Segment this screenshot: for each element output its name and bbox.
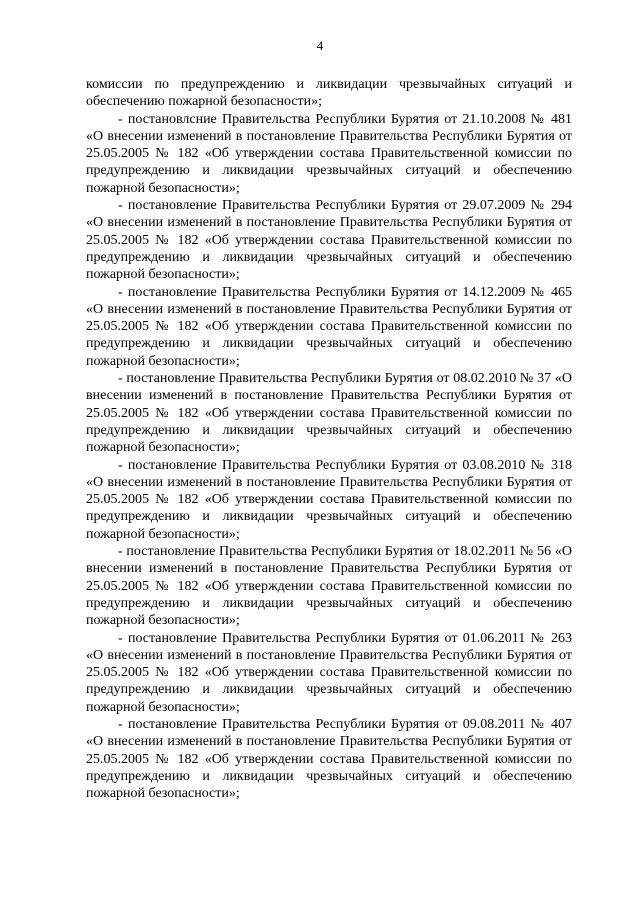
document-body	[86, 76, 572, 802]
list-item: - постановление Правительства Республики Бурятия от 18.02.2011 № 56 «О внесении изменений в постановление Правительства Республики Бурятия от 25.05.2005 № 182 «Об утверждении состава Правительственной комиссии по предупреждению и ликвидации чрезвычайных ситуаций и обеспечению пожарной безопасности»;	[86, 544, 572, 629]
list-item: - постановление Правительства Республики Бурятия от 09.08.2011 № 407 «О внесении изменений в постановление Правительства Республики Бурятия от 25.05.2005 № 182 «Об утверждении состава Правительственной комиссии по предупреждению и ликвидации чрезвычайных ситуаций и обеспечению пожарной безопасности»;	[86, 716, 572, 802]
list-item: - постановление Правительства Республики Бурятия от 29.07.2009 № 294 «О внесении изменений в постановление Правительства Республики Бурятия от 25.05.2005 № 182 «Об утверждении состава Правительственной комиссии по предупреждению и ликвидации чрезвычайных ситуаций и обеспечению пожарной безопасности»;	[86, 198, 572, 283]
list-item: - постановление Правительства Республики Бурятия от 08.02.2010 № 37 «О внесении изменений в постановление Правительства Республики Бурятия от 25.05.2005 № 182 «Об утверждении состава Правительственной комиссии по предупреждению и ликвидации чрезвычайных ситуаций и обеспечению пожарной безопасности»;	[86, 371, 572, 456]
list-item: - постановлсние Правительства Республики Бурятия от 21.10.2008 № 481 «О внесении изменений в постановление Правительства Республики Бурятия от 25.05.2005 № 182 «Об утверждении состава Правительственной комиссии по предупреждению и ликвидации чрезвычайных ситуаций и обеспечению пожарной безопасности»;	[86, 111, 572, 196]
list-item: - постановление Правительства Республики Бурятия от 03.08.2010 № 318 «О внесении изменений в постановление Правительства Республики Бурятия от 25.05.2005 № 182 «Об утверждении состава Правительственной комиссии по предупреждению и ликвидации чрезвычайных ситуаций и обеспечению пожарной безопасности»;	[86, 457, 572, 542]
paragraph-continuation: комиссии по предупреждению и ликвидации чрезвычайных ситуаций и обеспечению пожарной безопасности»;	[86, 77, 572, 110]
list-item: - постановление Правительства Республики Бурятия от 01.06.2011 № 263 «О внесении изменений в постановление Правительства Республики Бурятия от 25.05.2005 № 182 «Об утверждении состава Правительственной комиссии по предупреждению и ликвидации чрезвычайных ситуаций и обеспечению пожарной безопасности»;	[86, 630, 572, 715]
list-item: - постановление Правительства Республики Бурятия от 14.12.2009 № 465 «О внесении изменений в постановление Правительства Республики Бурятия от 25.05.2005 № 182 «Об утверждении состава Правительственной комиссии по предупреждению и ликвидации чрезвычайных ситуаций и обеспечению пожарной безопасности»;	[86, 284, 572, 369]
page-number: 4	[316, 38, 324, 53]
